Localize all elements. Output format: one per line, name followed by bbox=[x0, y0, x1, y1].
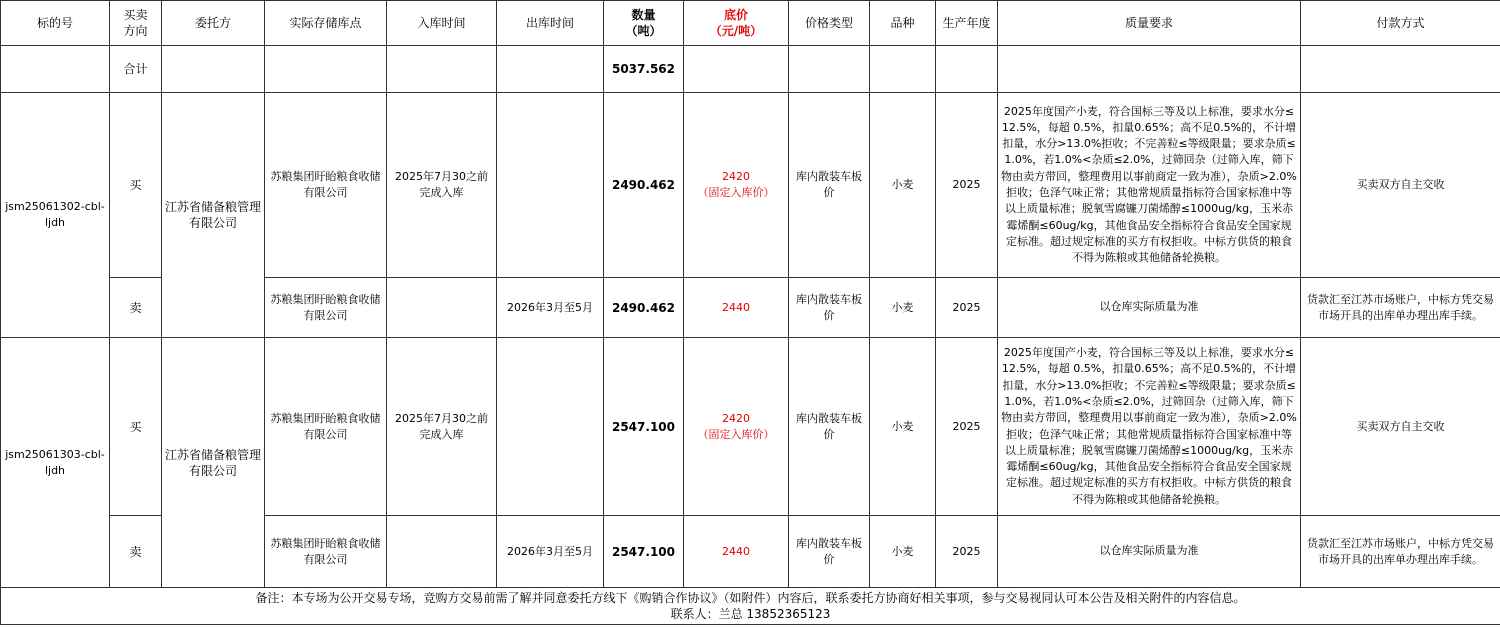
quantity: 2490.462 bbox=[604, 93, 684, 278]
footer-row bbox=[1, 588, 1500, 625]
out-time bbox=[497, 93, 604, 278]
header-price: 底价 （元/吨） bbox=[684, 1, 789, 46]
footer-notes bbox=[1, 588, 1500, 625]
client-name: 江苏省储备粮管理有限公司 bbox=[162, 93, 265, 338]
header-client: 委托方 bbox=[162, 1, 265, 46]
total-label: 合计 bbox=[110, 46, 162, 93]
header-variety: 品种 bbox=[870, 1, 936, 46]
remarks-text: 备注：本专场为公开交易专场，竞购方交易前需了解并同意委托方线下《购销合作协议》（如附件）内容后，联系委托方协商好相关事项，参与交易视同认可本公告及相关附件的内容信息。 bbox=[255, 591, 1246, 605]
price-type: 库内散装车板价 bbox=[789, 278, 870, 338]
payment-method: 货款汇至江苏市场账户，中标方凭交易市场开具的出库单办理出库手续。 bbox=[1301, 516, 1500, 588]
in-time: 2025年7月30之前完成入库 bbox=[387, 93, 497, 278]
base-price: 2440 bbox=[684, 516, 789, 588]
client-name: 江苏省储备粮管理有限公司 bbox=[162, 338, 265, 588]
header-year: 生产年度 bbox=[936, 1, 998, 46]
base-price bbox=[684, 338, 789, 516]
header-location: 实际存储库点 bbox=[265, 1, 387, 46]
header-payment: 付款方式 bbox=[1301, 1, 1500, 46]
variety: 小麦 bbox=[870, 278, 936, 338]
price-type: 库内散装车板价 bbox=[789, 93, 870, 278]
production-year: 2025 bbox=[936, 278, 998, 338]
header-quantity: 数量 （吨） bbox=[604, 1, 684, 46]
quantity: 2547.100 bbox=[604, 516, 684, 588]
storage-location: 苏粮集团盱眙粮食收储有限公司 bbox=[265, 93, 387, 278]
storage-location: 苏粮集团盱眙粮食收储有限公司 bbox=[265, 338, 387, 516]
production-year: 2025 bbox=[936, 516, 998, 588]
header-in-time: 入库时间 bbox=[387, 1, 497, 46]
table-row bbox=[1, 93, 1500, 278]
in-time bbox=[387, 516, 497, 588]
storage-location: 苏粮集团盱眙粮食收储有限公司 bbox=[265, 516, 387, 588]
quality-requirement: 以仓库实际质量为准 bbox=[998, 278, 1301, 338]
direction-buy: 买 bbox=[110, 338, 162, 516]
quality-requirement: 以仓库实际质量为准 bbox=[998, 516, 1301, 588]
storage-location: 苏粮集团盱眙粮食收储有限公司 bbox=[265, 278, 387, 338]
header-quality: 质量要求 bbox=[998, 1, 1301, 46]
price-note: （固定入库价） bbox=[697, 427, 775, 441]
quantity: 2547.100 bbox=[604, 338, 684, 516]
base-price bbox=[684, 93, 789, 278]
price-note: （固定入库价） bbox=[697, 186, 775, 199]
out-time: 2026年3月至5月 bbox=[497, 516, 604, 588]
payment-method: 货款汇至江苏市场账户，中标方凭交易市场开具的出库单办理出库手续。 bbox=[1301, 278, 1500, 338]
direction-sell: 卖 bbox=[110, 278, 162, 338]
table-row bbox=[1, 338, 1500, 516]
out-time: 2026年3月至5月 bbox=[497, 278, 604, 338]
variety: 小麦 bbox=[870, 93, 936, 278]
lot-number: jsm25061302-cbl-ljdh bbox=[1, 93, 110, 338]
production-year: 2025 bbox=[936, 93, 998, 278]
total-quantity: 5037.562 bbox=[604, 46, 684, 93]
price-value: 2420 bbox=[722, 170, 750, 183]
lot-number: jsm25061303-cbl-ljdh bbox=[1, 338, 110, 588]
header-out-time: 出库时间 bbox=[497, 1, 604, 46]
direction-sell: 卖 bbox=[110, 516, 162, 588]
payment-method: 买卖双方自主交收 bbox=[1301, 338, 1500, 516]
header-direction: 买卖 方向 bbox=[110, 1, 162, 46]
header-row bbox=[1, 1, 1500, 46]
out-time bbox=[497, 338, 604, 516]
in-time bbox=[387, 278, 497, 338]
variety: 小麦 bbox=[870, 516, 936, 588]
contact-text: 联系人：兰总 13852365123 bbox=[670, 607, 831, 621]
header-price-type: 价格类型 bbox=[789, 1, 870, 46]
quality-requirement: 2025年度国产小麦，符合国标三等及以上标准，要求水分≤12.5%，每超 0.5%，扣量0.65%；高不足0.5%的，不计增扣量，水分>13.0%拒收；不完善粒≤等级限量；要求杂质≤1.0%，若1.0%<杂质≤2.0%，过筛回杂（过筛入库，筛下物由卖方带回，整理费用以事前商定一致为准），杂质>2.0%拒收；色泽气味正常；其他常规质量指标符合国家标准中等以上质量标准；脱氧雪腐镰刀菌烯醇≤1000ug/kg，玉米赤霉烯酮≤60ug/kg，其他食品安全指标符合食品安全国家规定标准。超过规定标准的买方有权拒收。中标方供货的粮食不得为陈粮或其他储备轮换粮。 bbox=[998, 338, 1301, 516]
price-type: 库内散装车板价 bbox=[789, 338, 870, 516]
header-lot: 标的号 bbox=[1, 1, 110, 46]
in-time: 2025年7月30之前完成入库 bbox=[387, 338, 497, 516]
base-price: 2440 bbox=[684, 278, 789, 338]
direction-buy: 买 bbox=[110, 93, 162, 278]
quality-requirement: 2025年度国产小麦，符合国标三等及以上标准，要求水分≤12.5%，每超 0.5%，扣量0.65%；高不足0.5%的，不计增扣量，水分>13.0%拒收；不完善粒≤等级限量；要求杂质≤1.0%，若1.0%<杂质≤2.0%，过筛回杂（过筛入库，筛下物由卖方带回，整理费用以事前商定一致为准），杂质>2.0%拒收；色泽气味正常；其他常规质量指标符合国家标准中等以上质量标准；脱氧雪腐镰刀菌烯醇≤1000ug/kg，玉米赤霉烯酮≤60ug/kg，其他食品安全指标符合食品安全国家规定标准。超过规定标准的买方有权拒收。中标方供货的粮食不得为陈粮或其他储备轮换粮。 bbox=[998, 93, 1301, 278]
price-value: 2420 bbox=[722, 411, 750, 425]
quantity: 2490.462 bbox=[604, 278, 684, 338]
variety: 小麦 bbox=[870, 338, 936, 516]
production-year: 2025 bbox=[936, 338, 998, 516]
total-row bbox=[1, 46, 1500, 93]
payment-method: 买卖双方自主交收 bbox=[1301, 93, 1500, 278]
price-type: 库内散装车板价 bbox=[789, 516, 870, 588]
